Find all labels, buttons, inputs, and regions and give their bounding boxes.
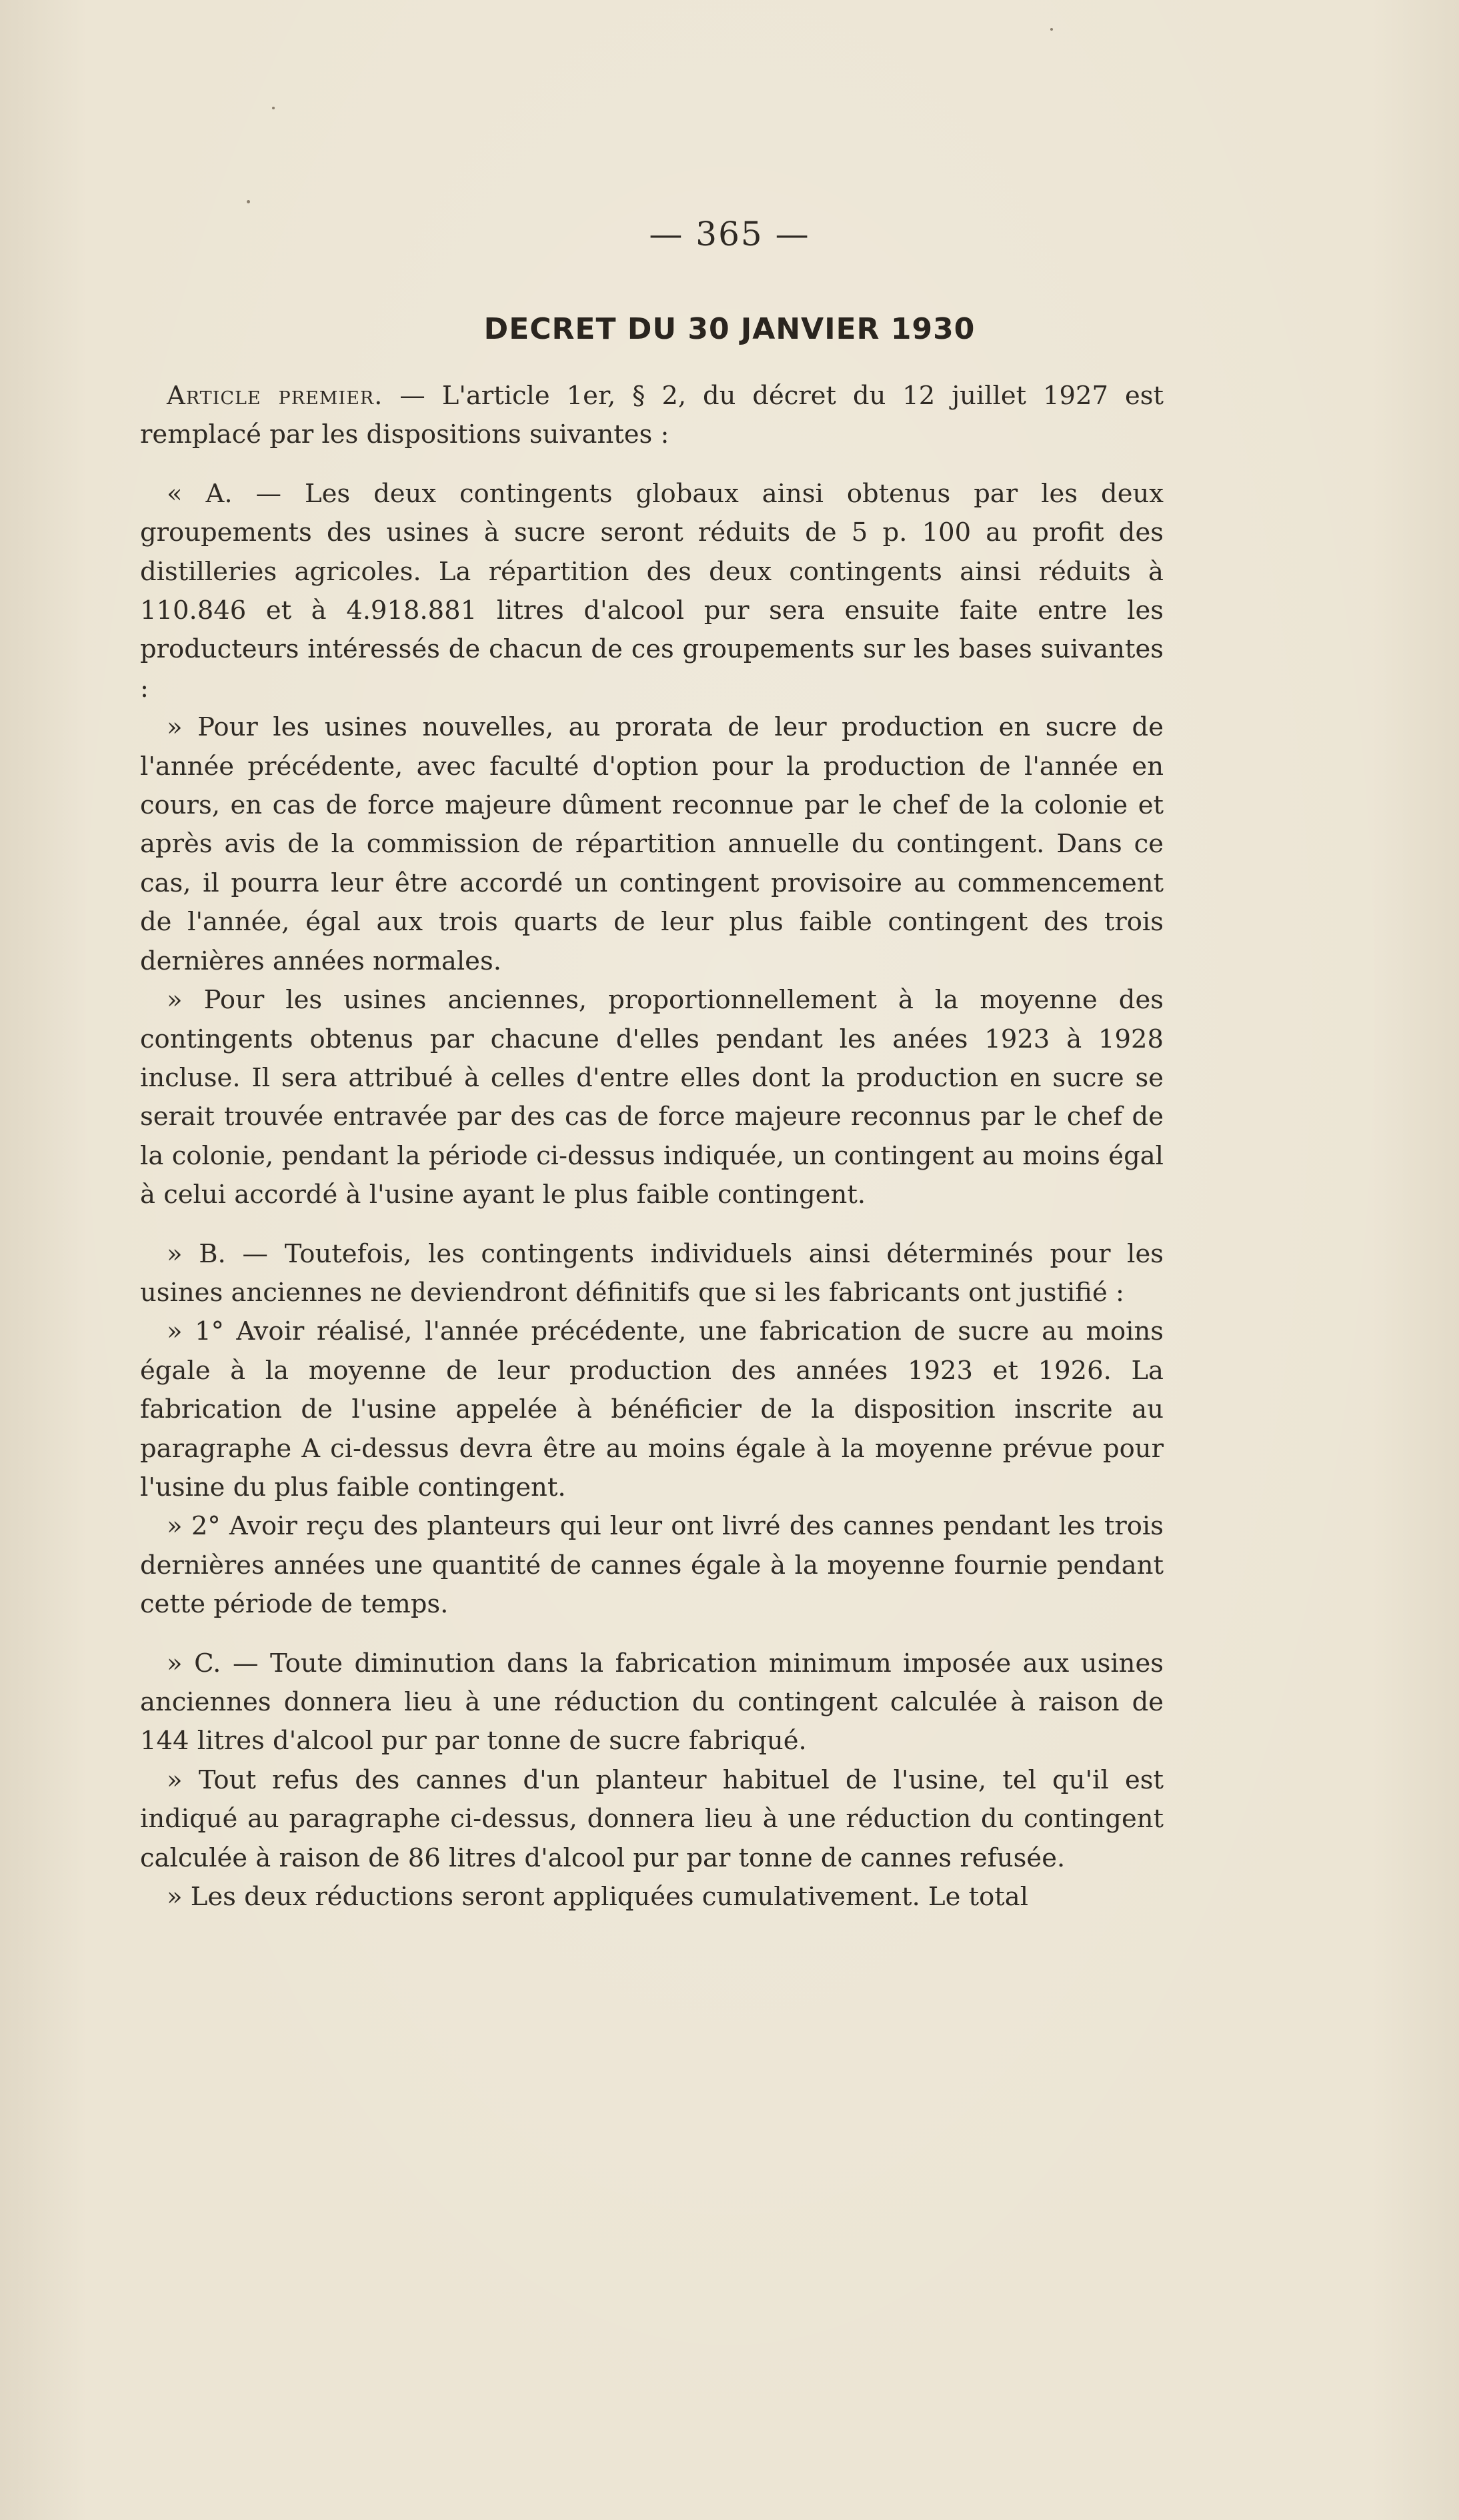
paragraph: » B. — Toutefois, les contingents individuels ainsi déterminés pour les usines anciennes ne deviendront définitifs que si les fabricants ont justifié : — [140, 1238, 1164, 1308]
page-number: — 365 — — [649, 215, 810, 253]
paragraph: » Pour les usines nouvelles, au prorata de leur production en sucre de l'année précédente, avec faculté d'option pour la production de l'année en cours, en cas de force majeure dûment reconnue par le chef de la colonie et après avis de la commission de répartition annuelle du contingent. Dans ce cas, il pourra leur être accordé un contingent provisoire au commencement de l'année, égal aux trois quarts de leur plus faible contingent des trois dernières années normales. — [140, 712, 1164, 976]
paragraph: Article premier. — L'article 1er, § 2, du décret du 12 juillet 1927 est remplacé par les dispositions suivantes : — [140, 381, 1164, 450]
paragraph: » Les deux réductions seront appliquées cumulativement. Le total — [167, 1882, 1029, 1913]
paragraph: » 2° Avoir reçu des planteurs qui leur ont livré des cannes pendant les trois dernières années une quantité de cannes égale à la moyenne fournie pendant cette période de temps. — [140, 1511, 1164, 1620]
document-body — [140, 377, 1164, 1917]
article-label: Article premier. — [167, 381, 383, 411]
paragraph: » Tout refus des cannes d'un planteur habituel de l'usine, tel qu'il est indiqué au paragraphe ci-dessus, donnera lieu à une réduction du contingent calculée à raison de 86 litres d'alcool pur par tonne de cannes refusée. — [140, 1764, 1164, 1873]
paragraph: » 1° Avoir réalisé, l'année précédente, une fabrication de sucre au moins égale à la moyenne de leur production des années 1923 et 1926. La fabrication de l'usine appelée à bénéficier de la disposition inscrite au paragraphe A ci-dessus devra être au moins égale à la moyenne prévue pour l'usine du plus faible contingent. — [140, 1316, 1164, 1502]
paper-speck — [247, 200, 250, 203]
paper-speck — [1050, 28, 1053, 31]
paper-speck — [272, 107, 275, 109]
paragraph: » Pour les usines anciennes, proportionnellement à la moyenne des contingents obtenus par chacune d'elles pendant les anées 1923 à 1928 incluse. Il sera attribué à celles d'entre elles dont la production en sucre se serait trouvée entravée par des cas de force majeure reconnus par le chef de la colonie, pendant la période ci-dessus indiquée, un contingent au moins égal à celui accordé à l'usine ayant le plus faible contingent. — [140, 985, 1164, 1210]
paragraph: « A. — Les deux contingents globaux ainsi obtenus par les deux groupements des usines à sucre seront réduits de 5 p. 100 au profit des distilleries agricoles. La répartition des deux contingents ainsi réduits à 110.846 et à 4.918.881 litres d'alcool pur sera ensuite faite entre les producteurs intéressés de chacun de ces groupements sur les bases suivantes : — [140, 478, 1164, 704]
paragraph: » C. — Toute diminution dans la fabrication minimum imposée aux usines anciennes donnera lieu à une réduction du contingent calculée à raison de 144 litres d'alcool pur par tonne de sucre fabriqué. — [140, 1648, 1164, 1756]
decree-title: DECRET DU 30 JANVIER 1930 — [483, 312, 976, 346]
